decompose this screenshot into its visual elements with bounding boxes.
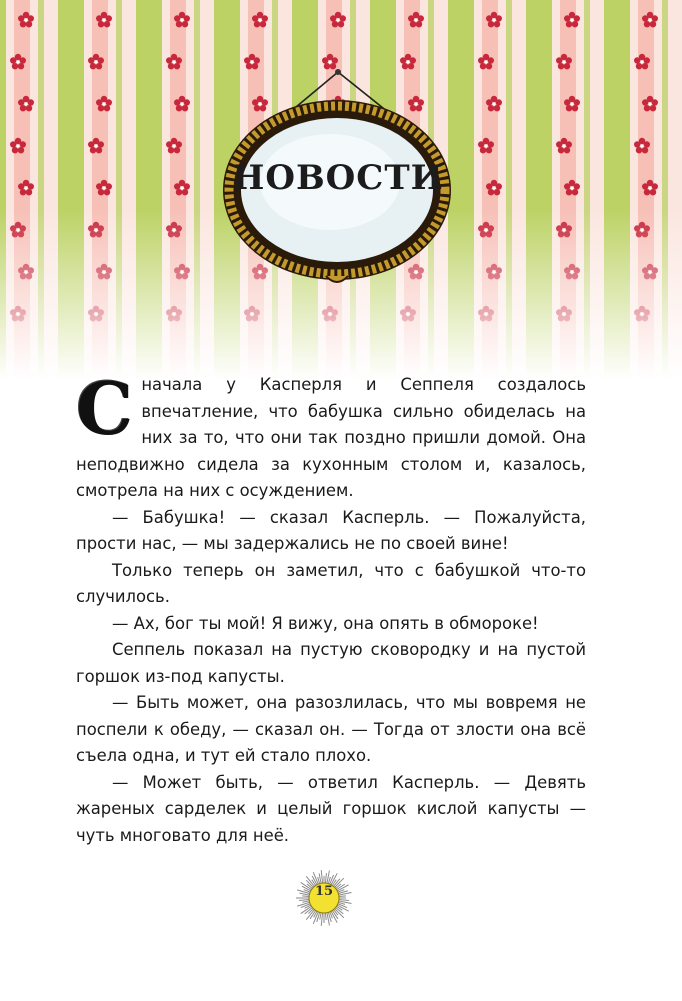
paragraph-4: — Ах, бог ты мой! Я вижу, она опять в обмороке! xyxy=(112,613,539,633)
paragraph-7: — Может быть, — ответил Касперль. — Девять жареных сарделек и целый горшок кислой капусты — чуть многовато для неё. xyxy=(76,772,586,845)
paragraph-1: Сначала у Касперля и Сеппеля создалось впечатление, что бабушка сильно обиделась на них за то, что они так поздно пришли домой. Она неподвижно сидела за кухонным столом и, казалось, смотрела на них с осуждением. xyxy=(76,366,586,500)
chapter-title: НОВОСТИ xyxy=(232,158,444,198)
story-text xyxy=(76,366,586,849)
hanging-nail xyxy=(335,69,341,75)
paragraph-3: Только теперь он заметил, что с бабушкой что-то случилось. xyxy=(76,560,586,606)
frame-bottom-ornament xyxy=(326,276,348,282)
paragraph-6: — Быть может, она разозлилась, что мы вовремя не поспели к обеду, — сказал он. — Тогда от злости она всё съела одна, и тут ей стало плохо. xyxy=(76,693,586,765)
paragraph-2: — Бабушка! — сказал Касперль. — Пожалуйста, прости нас, — мы задержались не по своей вине! xyxy=(76,507,586,553)
paragraph-5: Сеппель показал на пустую сковородку и на пустой горшок из-под капусты. xyxy=(76,640,586,686)
page-number: 15 xyxy=(314,884,334,899)
drop-cap: С xyxy=(76,366,134,451)
